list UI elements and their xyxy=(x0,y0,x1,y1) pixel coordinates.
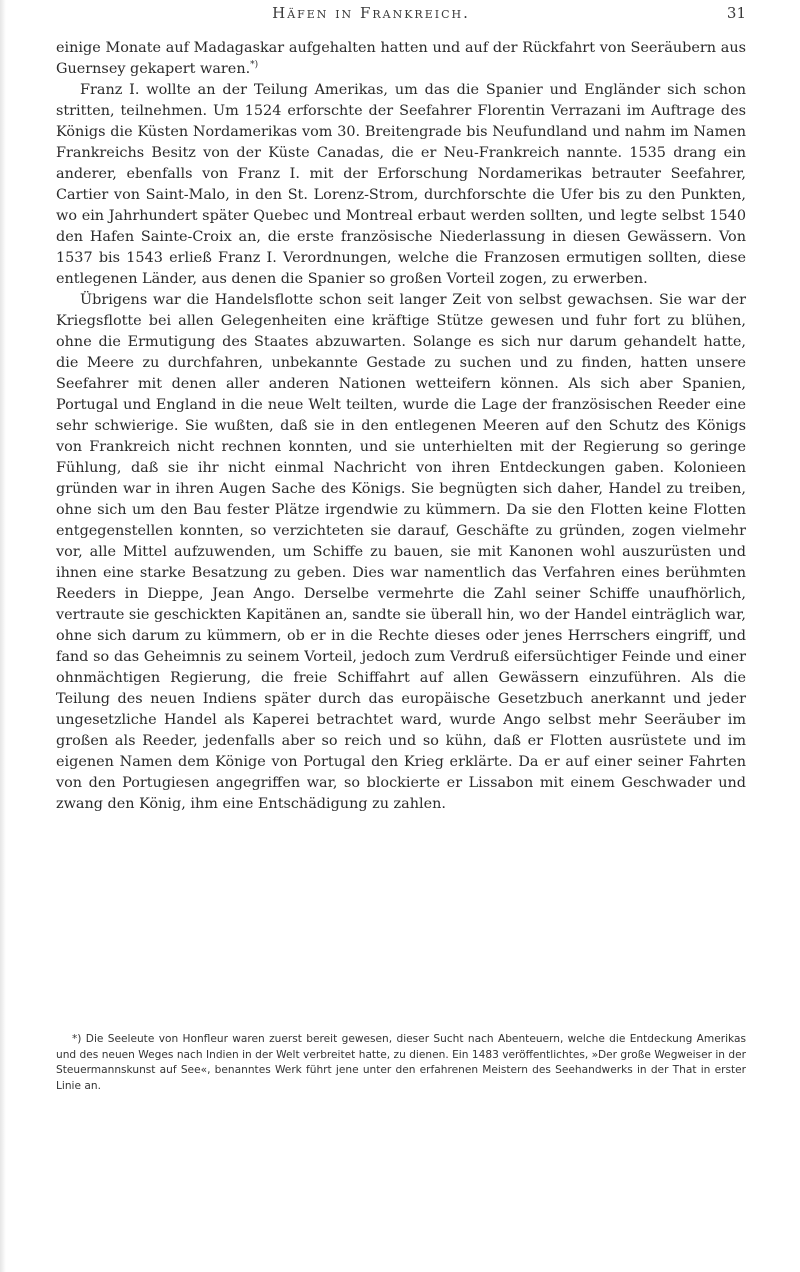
page-gutter-shadow xyxy=(0,0,6,1272)
paragraph-3: Übrigens war die Handelsflotte schon seit langer Zeit von selbst gewachsen. Sie war der Kriegsflotte bei allen Gelegenheiten eine kräftige Stütze gewesen und fuhr fort zu blühen, ohne die Ermutigung des Staates abzuwarten. Solange es sich nur darum gehandelt hatte, die Meere zu durchfahren, unbekannte Gestade zu suchen und zu finden, hatten unsere Seefahrer mit denen aller anderen Nationen wetteifern können. Als sich aber Spanien, Portugal und England in die neue Welt teilten, wurde die Lage der französischen Reeder eine sehr schwierige. Sie wußten, daß sie in den entlegenen Meeren auf den Schutz des Königs von Frankreich nicht rechnen konnten, und sie unterhielten mit der Regierung so geringe Fühlung, daß sie ihr nicht einmal Nachricht von ihren Entdeckungen gaben. Kolonieen gründen war in ihren Augen Sache des Königs. Sie begnügten sich daher, Handel zu treiben, ohne sich um den Bau fester Plätze irgendwie zu kümmern. Da sie den Flotten keine Flotten entgegenstellen konnten, so verzichteten sie darauf, Geschäfte zu gründen, zogen vielmehr vor, alle Mittel aufzuwenden, um Schiffe zu bauen, sie mit Kanonen wohl auszurüsten und ihnen eine starke Besatzung zu geben. Dies war namentlich das Verfahren eines berühmten Reeders in Dieppe, Jean Ango. Derselbe vermehrte die Zahl seiner Schiffe unaufhörlich, vertraute sie geschickten Kapitänen an, sandte sie überall hin, wo der Handel einträglich war, ohne sich darum zu kümmern, ob er in die Rechte dieses oder jenes Herrschers eingriff, und fand so das Geheimnis zu seinem Vorteil, jedoch zum Verdruß eifersüchtiger Feinde und einer ohnmächtigen Regierung, die freie Schiffahrt auf allen Gewässern einzuführen. Als die Teilung des neuen Indiens später durch das europäische Gesetzbuch anerkannt und jeder ungesetzliche Handel als Kaperei betrachtet ward, wurde Ango selbst mehr Seeräuber im großen als Reeder, jedenfalls aber so reich und so kühn, daß er Flotten ausrüstete und im eigenen Namen dem Könige von Portugal den Krieg erklärte. Da er auf einer seiner Fahrten von den Portugiesen angegriffen war, so blockierte er Lissabon mit einem Geschwader und zwang den König, ihm eine Entschädigung zu zahlen. xyxy=(56,292,746,812)
running-head: Häfen in Frankreich. xyxy=(272,4,470,22)
paragraph-1-text: einige Monate auf Madagaskar aufgehalten hatten und auf der Rückfahrt von Seeräubern aus Guernsey gekapert waren. xyxy=(56,40,746,77)
footnote xyxy=(56,1032,746,1094)
page-number: 31 xyxy=(726,4,746,22)
paragraph-1 xyxy=(56,38,746,80)
body-text xyxy=(56,38,746,815)
footnote-text: Die Seeleute von Honfleur waren zuerst bereit gewesen, dieser Sucht nach Abenteuern, welche die Entdeckung Amerikas und des neuen Weges nach Indien in der Welt verbreitet hatte, zu dienen. Ein 1483 veröffentlichtes, »Der große Wegweiser in der Steuermannskunst auf See«, benanntes Werk führt jene unter den erfahrenen Meistern des Seehandwerks in der That in erster Linie an. xyxy=(56,1033,746,1092)
paragraph-2: Franz I. wollte an der Teilung Amerikas, um das die Spanier und Engländer sich schon stritten, teilnehmen. Um 1524 erforschte der Seefahrer Florentin Verrazani im Auftrage des Königs die Küsten Nordamerikas vom 30. Breitengrade bis Neufundland und nahm im Namen Frankreichs Besitz von der Küste Canadas, die er Neu-Frankreich nannte. 1535 drang ein anderer, ebenfalls von Franz I. mit der Erforschung Nordamerikas betrauter Seefahrer, Cartier von Saint-Malo, in den St. Lorenz-Strom, durchforschte die Ufer bis zu den Punkten, wo ein Jahrhundert später Quebec und Montreal erbaut werden sollten, und legte selbst 1540 den Hafen Sainte-Croix an, die erste französische Niederlassung in diesen Gewässern. Von 1537 bis 1543 erließ Franz I. Verordnungen, welche die Franzosen ermutigen sollten, diese entlegenen Länder, aus denen die Spanier so großen Vorteil zogen, zu erwerben. xyxy=(56,82,746,287)
footnote-reference: *) xyxy=(250,60,259,71)
page-header xyxy=(56,4,746,30)
footnote-marker: *) xyxy=(72,1033,82,1045)
